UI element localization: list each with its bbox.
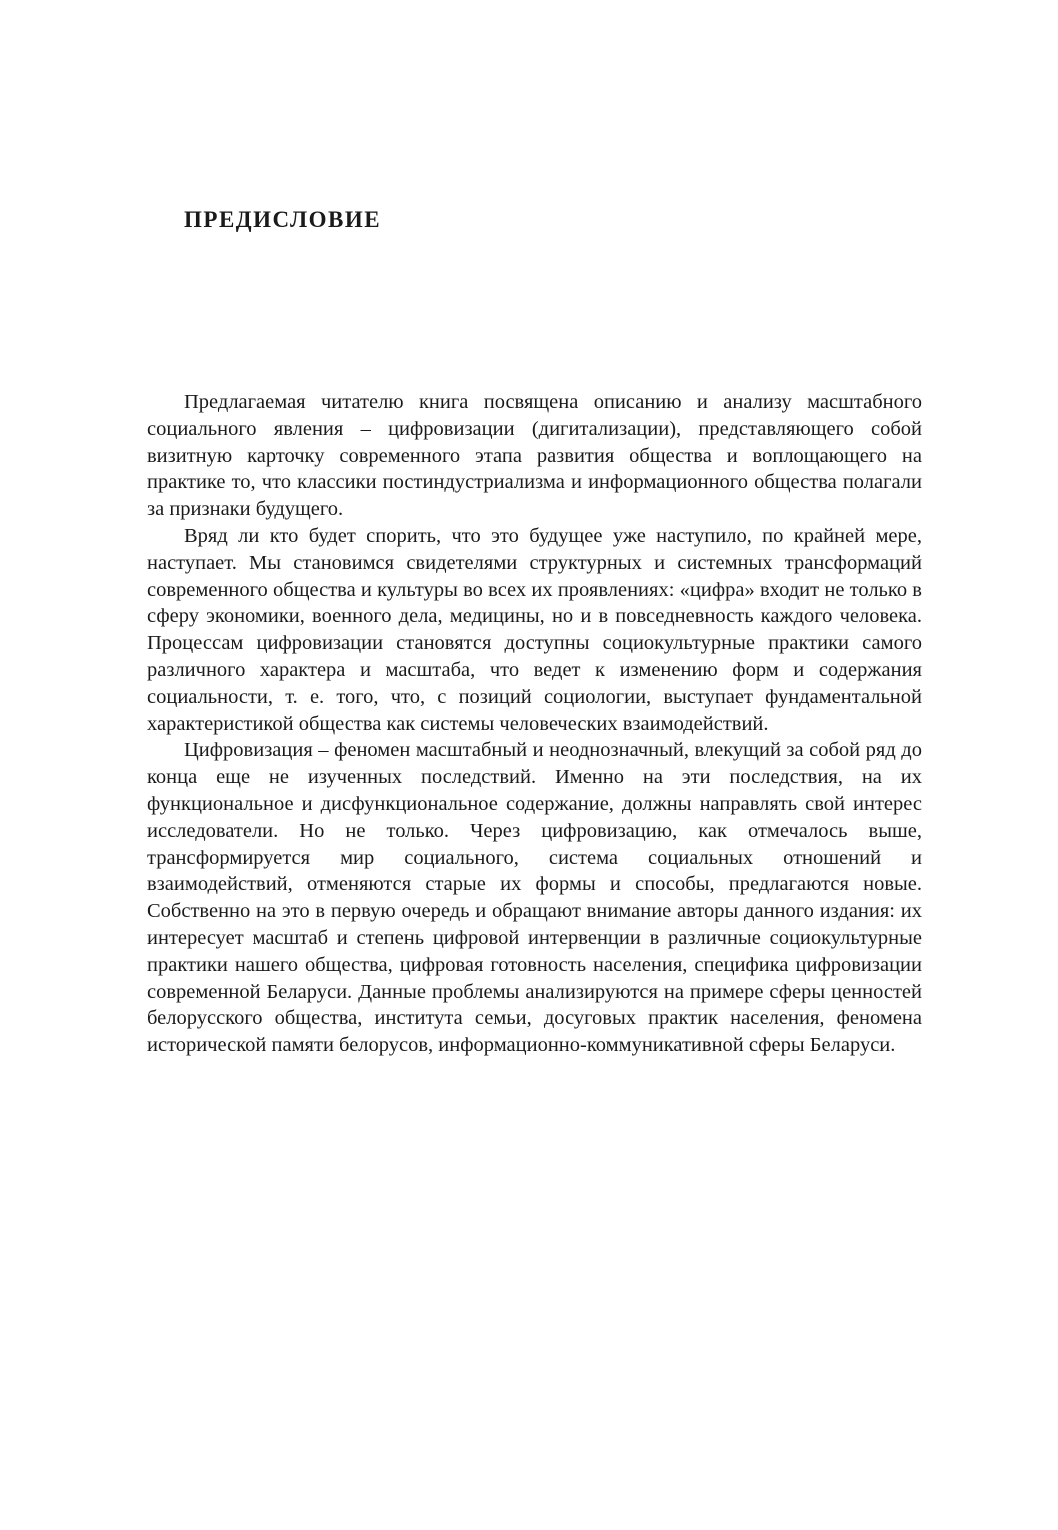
paragraph-2: Вряд ли кто будет спорить, что это будущее уже наступило, по крайней мере, наступает. Мы становимся свидетелями структурных и системных трансформаций современного общества и культуры во всех их проявлениях: «цифра» входит не только в сферу экономики, военного дела, медицины, но и в повседневность каждого человека. Процессам цифровизации становятся доступны социокультурные практики самого различного характера и масштаба, что ведет к изменению форм и содержания социальности, т. е. того, что, с позиций социологии, выступает фундаментальной характеристикой общества как системы человеческих взаимодействий.	[147, 524, 922, 735]
paragraph-3: Цифровизация – феномен масштабный и неоднозначный, влекущий за собой ряд до конца еще не изученных последствий. Именно на эти последствия, на их функциональное и дисфункциональное содержание, должны направлять свой интерес исследователи. Но не только. Через цифровизацию, как отмечалось выше, трансформируется мир социального, система социальных отношений и взаимодействий, отменяются старые их формы и способы, предлагаются новые. Собственно на это в первую очередь и обращают внимание авторы данного издания: их интересует масштаб и степень цифровой интервенции в различные социокультурные практики нашего общества, цифровая готовность населения, специфика цифровизации современной Беларуси. Данные проблемы анализируются на примере сферы ценностей белорусского общества, института семьи, досуговых практик населения, феномена исторической памяти белорусов, информационно-коммуникативной сферы Беларуси.	[147, 739, 922, 1057]
page-title: ПРЕДИСЛОВИЕ	[184, 207, 382, 232]
body-text	[147, 389, 922, 1059]
paragraph-1: Предлагаемая читателю книга посвящена описанию и анализу масштабного социального явления – цифровизации (дигитализации), представляющего собой визитную карточку современного этапа развития общества и воплощающего на практике то, что классики постиндустриализма и информационного общества полагали за признаки будущего.	[147, 391, 922, 521]
